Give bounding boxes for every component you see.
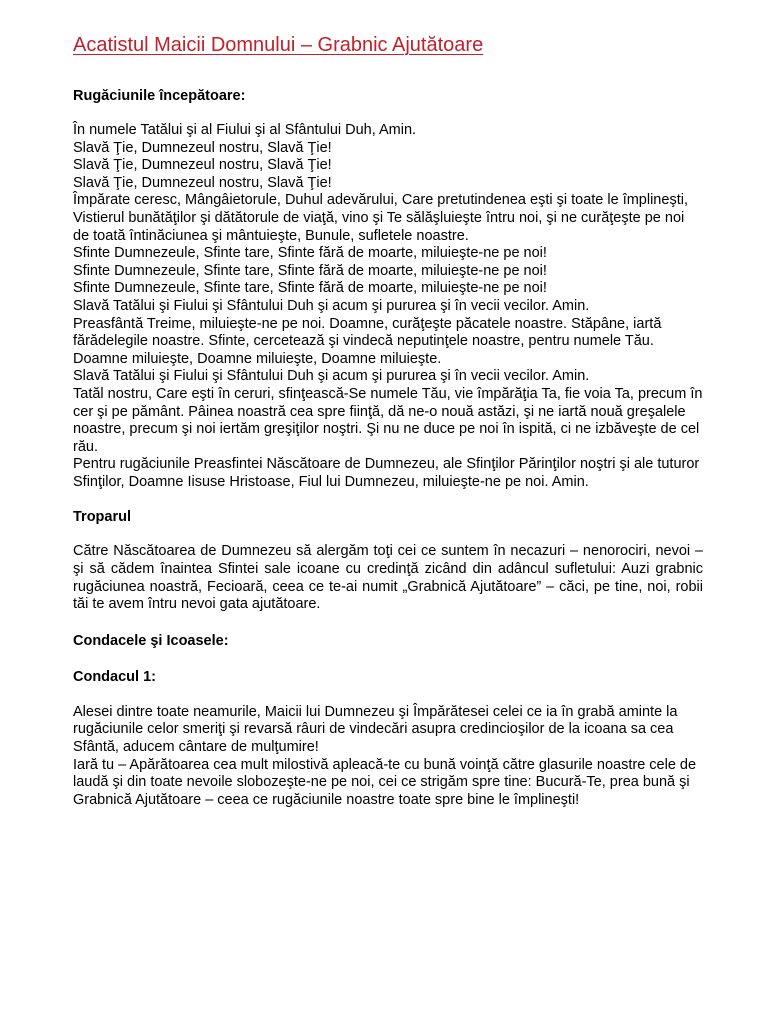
spacer [73, 526, 703, 543]
section-heading-troparul: Troparul [73, 509, 132, 526]
section-heading-condacul-1: Condacul 1: [73, 668, 156, 685]
spacer [73, 491, 703, 508]
prayer-paragraph: Preasfântă Treime, miluieşte-ne pe noi. Doamne, curăţeşte păcatele noastre. Stăpâne, iartă fărădelegile noastre. Sfinte, cercetează şi vindecă neputinţele noastre, pentru numele Tău. [73, 315, 662, 350]
troparul-paragraph: Către Născătoarea de Dumnezeu să alergăm toţi cei ce suntem în necazuri – nenorociri, nevoi – şi să cădem înaintea Sfintei sale icoane cu credinţă zicând din adâncul sufletului: Auzi grabnic rugăciunea noastră, Fecioară, ceea ce te-ai numit „Grabnică Ajutătoare” – căci, pe tine, noi, robii tăi te avem întru nevoi gata ajutătoare. [73, 543, 703, 613]
spacer [73, 614, 703, 632]
prayer-line: Doamne miluieşte, Doamne miluieşte, Doamne miluieşte. [73, 350, 442, 367]
condac-paragraph: Alesei dintre toate neamurile, Maicii lui Dumnezeu şi Împărătesei celei ce ia în grabă aminte la rugăciunile celor smeriţi şi revarsă râuri de vindecări asupra credincioşilor de la icoana sa cea Sfântă, aducem cântare de mulţumire! [73, 703, 678, 756]
spacer [73, 686, 703, 704]
prayer-paragraph: Pentru rugăciunile Preasfintei Născătoare de Dumnezeu, ale Sfinţilor Părinţilor noştri şi ale tuturor Sfinţilor, Doamne Iisuse Hristoase, Fiul lui Dumnezeu, miluieşte-ne pe noi. Amin. [73, 456, 700, 490]
prayer-line: Sfinte Dumnezeule, Sfinte tare, Sfinte fără de moarte, miluieşte-ne pe noi! [73, 280, 547, 297]
page-title: Acatistul Maicii Domnului – Grabnic Ajutătoare [73, 34, 484, 56]
prayer-line: Slavă Ţie, Dumnezeul nostru, Slavă Ţie! [73, 157, 332, 174]
spacer [73, 105, 703, 122]
prayer-line: Slavă Tatălui şi Fiului şi Sfântului Duh şi acum şi pururea şi în vecii vecilor. Amin. [73, 368, 590, 385]
prayer-line: În numele Tatălui şi al Fiului şi al Sfântului Duh, Amin. [73, 122, 417, 138]
prayer-paragraph: Împărate ceresc, Mângâietorule, Duhul adevărului, Care pretutindenea eşti şi toate le împlineşti, Vistierul bunătăţilor şi dătătorule de viaţă, vino şi Te sălăşluieşte întru noi, şi ne curăţeşte pe noi de toată întinăciunea şi mântuieşte, Bunule, sufletele noastre. [73, 192, 688, 244]
prayer-line: Slavă Tatălui şi Fiului şi Sfântului Duh şi acum şi pururea şi în vecii vecilor. Amin. [73, 297, 590, 314]
prayer-paragraph: Tatăl nostru, Care eşti în ceruri, sfinţească-Se numele Tău, vie împărăţia Ta, fie voia Ta, precum în cer şi pe pământ. Pâinea noastră cea spre fiinţă, dă ne-o nouă astăzi, şi ne iartă nouă greşalele noastre, precum şi noi iertăm greşiţilor noştri. Şi nu ne duce pe noi în ispită, ci ne izbăveşte de cel rău. [73, 385, 703, 455]
section-heading-rugaciuni: Rugăciunile începătoare: [73, 88, 246, 104]
prayer-line: Slavă Ţie, Dumnezeul nostru, Slavă Ţie! [73, 174, 332, 191]
condac-paragraph: Iară tu – Apărătoarea cea mult milostivă apleacă-te cu bună voinţă către glasurile noastre cele de laudă şi din toate nevoile slobozeşte-ne pe noi, cei ce strigăm spre tine: Bucură-Te, prea bună şi Grabnică Ajutătoare – ceea ce rugăciunile noastre toate spre bine le împlineşti! [73, 756, 697, 808]
document-page [73, 30, 703, 809]
prayer-line: Sfinte Dumnezeule, Sfinte tare, Sfinte fără de moarte, miluieşte-ne pe noi! [73, 245, 547, 262]
prayer-line: Slavă Ţie, Dumnezeul nostru, Slavă Ţie! [73, 139, 332, 156]
section-heading-condacele: Condacele şi Icoasele: [73, 632, 229, 649]
prayer-line: Sfinte Dumnezeule, Sfinte tare, Sfinte fără de moarte, miluieşte-ne pe noi! [73, 262, 547, 279]
spacer [73, 650, 703, 668]
